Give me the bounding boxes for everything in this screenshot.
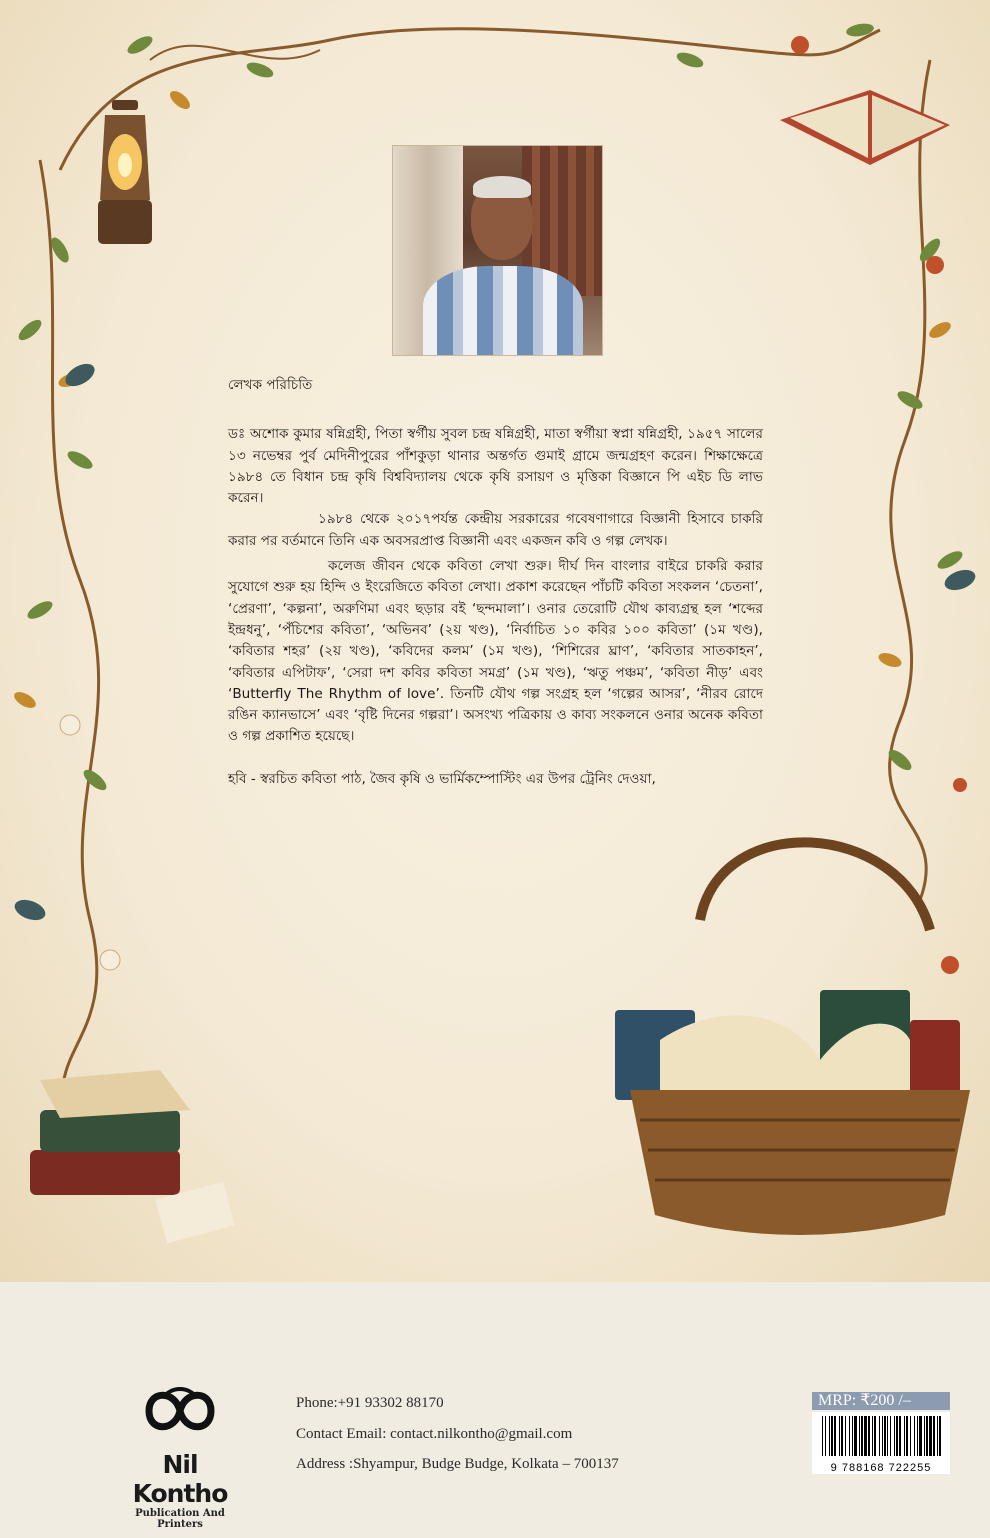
author-photo [393,146,602,355]
mrp-label: MRP: ₹200 /– [812,1392,950,1410]
lantern-icon [98,100,152,244]
bio-paragraph-3: কলেজ জীবন থেকে কবিতা লেখা শুরু। দীর্ঘ দিন বাংলার বাইরে চাকরি করার সুযোগে শুরু হয় হিন্দি ও ইংরেজিতে কবিতা লেখা। প্রকাশ করেছেন পাঁচটি কবিতা সংকলন ‘চেতনা’, ‘প্রেরণা’, ‘কল্পনা’, অরুণিমা এবং ছড়ার বই ‘ছন্দমালা’। ওনার তেরোটি যৌথ কাব্যগ্রন্থ হল ‘শব্দের ইন্দ্রধনু’, ‘পঁচিশের কবিতা’, ‘অভিনব’ (২য় খণ্ড), ‘নির্বাচিত ১০ কবির ১০০ কবিতা’ (১ম খণ্ড), ‘কবিতার শহর’ (২য় খণ্ড), ‘কবিদের কলম’ (১ম খণ্ড), ‘শিশিরের ঘ্রাণ’, ‘কবিতার সাতকাহন’, ‘কবিতার এপিটাফ’, ‘সেরা দশ কবির কবিতা সমগ্র’ (১ম খণ্ড), ‘ঋতু পঞ্চম’, ‘কবিতা নীড়’ এবং ‘Butterfly The Rhythm of love’. তিনটি যৌথ গল্প সংগ্রহ হল ‘গল্পের আসর’, ‘নীরব রোদে রঙিন ক্যানভাসে’ এবং ‘বৃষ্টি দিনের গল্পরা’। অসংখ্য পত্রিকায় ও কাব্য সংকলনে ওনার অনেক কবিতা ও গল্প প্রকাশিত হয়েছে। [228,558,763,745]
phone-text: Phone:+91 93302 88170 [296,1395,444,1411]
book-basket-icon [615,842,970,1235]
address-text: Address :Shyampur, Budge Budge, Kolkata – 700137 [296,1456,619,1472]
email-text: Contact Email: contact.nilkontho@gmail.com [296,1425,573,1442]
book-stack-icon [30,1070,235,1243]
bio-paragraph-1: ডঃ অশোক কুমার ষন্নিগ্রহী, পিতা স্বর্গীয় সুবল চন্দ্র ষন্নিগ্রহী, মাতা স্বর্গীয়া স্বপ্না ষন্নিগ্রহী, ১৯৫৭ সালের ১৩ নভেম্বর পুর্ব মেদিনীপুরের পাঁশকুড়া থানার অন্তর্গত গুমাই গ্রামে জন্মগ্রহণ করেন। শিক্ষাক্ষেত্রে ১৯৮৪ তে বিধান চন্দ্র কৃষি বিশ্ববিদ্যালয় থেকে কৃষি রসায়ণ ও মৃত্তিকা বিজ্ঞানে পি এইচ ডি লাভ করেন। [228,426,763,507]
bio-paragraph-4: হবি - স্বরচিত কবিতা পাঠ, জৈব কৃষি ও ভার্মিকম্পোস্টিং এর উপর ট্রেনিং দেওয়া, [228,770,656,787]
bio-paragraph-2: ১৯৮৪ থেকে ২০১৭পর্যন্ত কেন্দ্রীয় সরকারের গবেষণাগারে বিজ্ঞানী হিসাবে চাকরি করার পর বর্তমানে তিনি এক অবসরপ্রাপ্ত বিজ্ঞানী এবং একজন কবি ও গল্প লেখক। [228,511,763,549]
isbn-digits: 9 788168 722255 [830,1462,932,1474]
bio-heading: লেখক পরিচিতি [228,377,313,393]
infinity-logo-icon [141,1378,219,1444]
publisher-logo [115,1378,245,1530]
contact-info [296,1388,619,1480]
publisher-tagline: Publication And Printers [135,1508,225,1530]
author-bio [228,375,763,790]
publisher-name: Nil Kontho [132,1450,228,1508]
isbn-barcode [812,1412,950,1474]
